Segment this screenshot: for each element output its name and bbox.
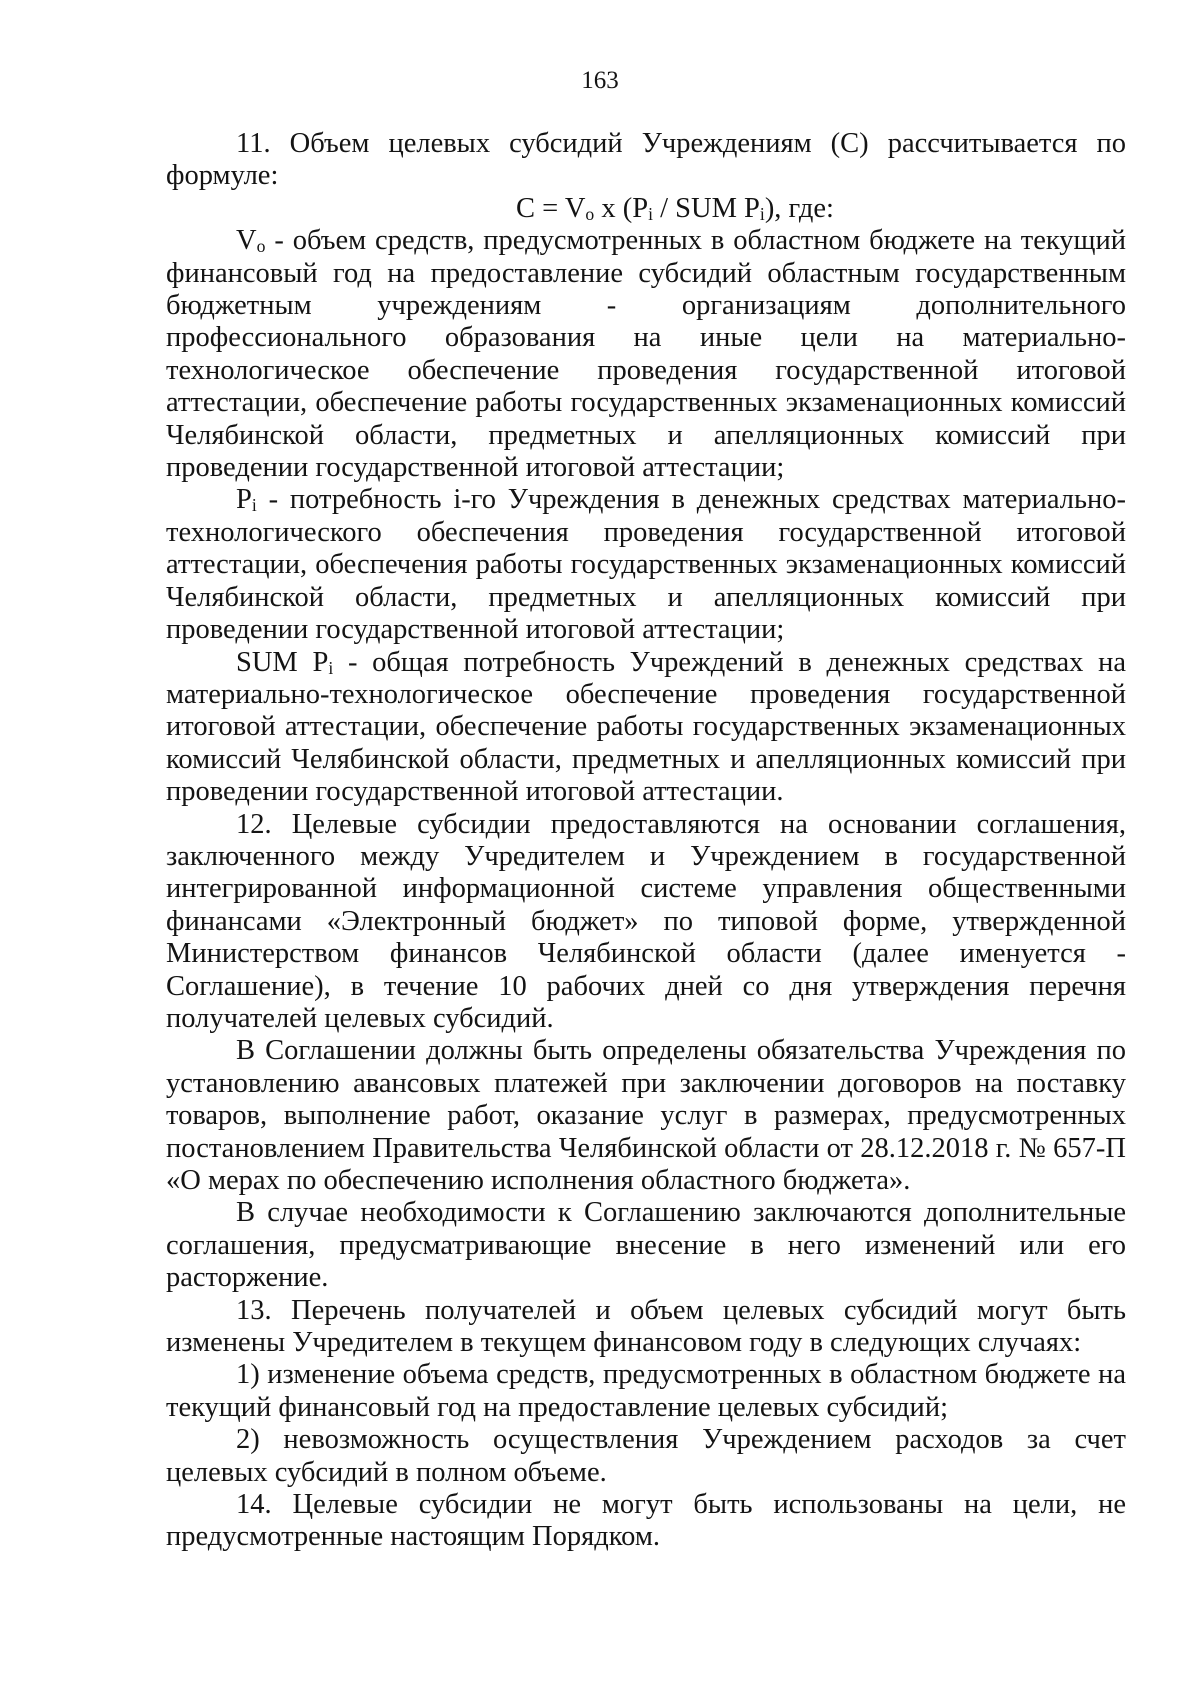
definition-text: - потребность i-го Учреждения в денежных средствах материально-технологического обеспечения проведения государственной итоговой аттестации, обеспечения работы государственных экзаменационных комиссий Челябинской области, предметных и апелляционных комиссий при проведении государственной итоговой аттестации; [166,484,1126,646]
definition-symbol: V [236,225,257,257]
definition-subscript: o [256,236,266,257]
formula-subscript-i: i [759,203,765,224]
formula-part: / SUM P [652,192,760,224]
definition-subscript: i [251,495,257,516]
definition-p [166,484,1126,646]
paragraph-13-item-1: 1) изменение объема средств, предусмотренных в областном бюджете на текущий финансовый год на предоставление целевых субсидий; [166,1359,1126,1423]
paragraph-12-obligations: В Соглашении должны быть определены обязательства Учреждения по установлению авансовых платежей при заключении договоров на поставку товаров, выполнение работ, оказание услуг в размерах, предусмотренных постановлением Правительства Челябинской области от 28.12.2018 г. № 657-П «О мерах по обеспечению исполнения областного бюджета». [166,1035,1126,1196]
definition-subscript: i [328,657,334,678]
definition-text: - общая потребность Учреждений в денежных средствах на материально-технологическое обеспечение проведения государственной итоговой аттестации, обеспечение работы государственных экзаменационных комиссий Челябинской области, предметных и апелляционных комиссий при проведении государственной итоговой аттестации. [166,646,1127,808]
subsidy-formula [166,193,1126,225]
paragraph-12: 12. Целевые субсидии предоставляются на основании соглашения, заключенного между Учредителем и Учреждением в государственной интегрированной информационной системе управления общественными финансами «Электронный бюджет» по типовой форме, утвержденной Министерством финансов Челябинской области (далее именуется - Соглашение), в течение 10 рабочих дней со дня утверждения перечня получателей целевых субсидий. [166,808,1126,1034]
page-number: 163 [581,67,619,94]
formula-tail: ), где: [764,192,834,224]
paragraph-12-additional: В случае необходимости к Соглашению заключаются дополнительные соглашения, предусматривающие внесение в него изменений или его расторжение. [166,1197,1126,1294]
formula-lhs: C = V [516,192,586,224]
paragraph-13: 13. Перечень получателей и объем целевых субсидий могут быть изменены Учредителем в текущем финансовом году в следующих случаях: [166,1294,1126,1359]
definition-v [166,225,1126,484]
formula-subscript-i: i [648,203,653,224]
definition-symbol: P [236,484,252,516]
definition-sum [166,647,1126,809]
formula-part: x (P [594,192,649,224]
paragraph-13-item-2: 2) невозможность осуществления Учреждением расходов за счет целевых субсидий в полном объеме. [166,1424,1126,1488]
document-body [166,128,1126,1554]
paragraph-14: 14. Целевые субсидии не могут быть использованы на цели, не предусмотренные настоящим Порядком. [166,1489,1126,1553]
definition-symbol: SUM P [236,646,329,678]
definition-text: - объем средств, предусмотренных в областном бюджете на текущий финансовый год на предоставление субсидий областным государственным бюджетным учреждениям - организациям дополнительного профессионального образования на иные цели на материально-технологическое обеспечение проведения государственной итоговой аттестации, обеспечение работы государственных экзаменационных комиссий Челябинской области, предметных и апелляционных комиссий при проведении государственной итоговой аттестации; [166,225,1126,484]
formula-subscript-o: o [585,203,595,224]
paragraph-11-intro: 11. Объем целевых субсидий Учреждениям (С) рассчитывается по формуле: [166,128,1126,192]
